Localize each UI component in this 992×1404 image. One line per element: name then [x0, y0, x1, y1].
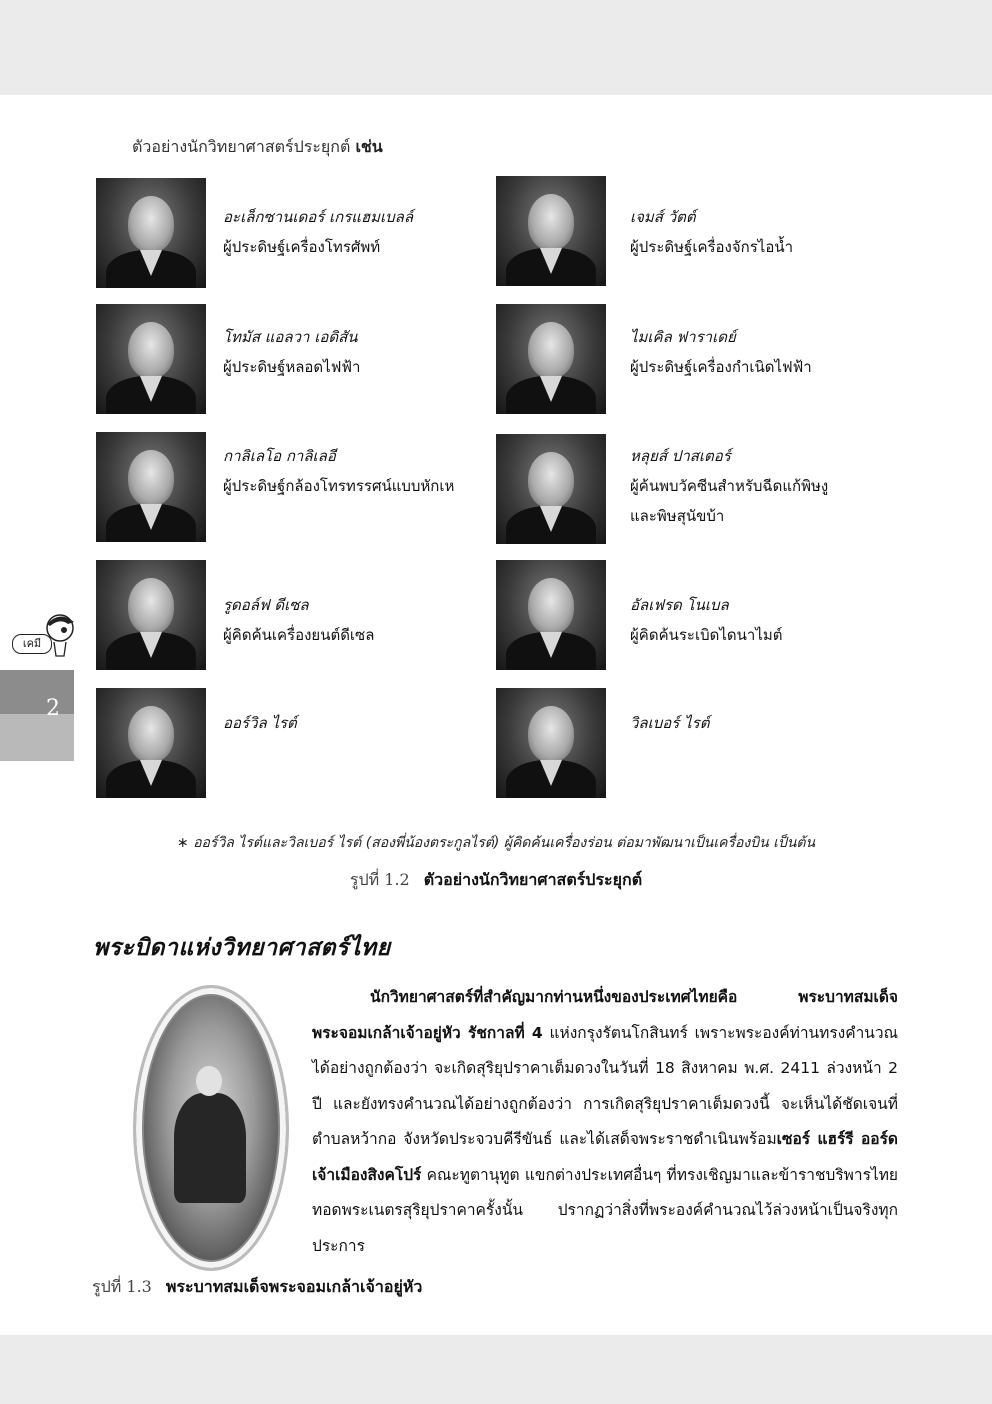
- subject-badge: เคมี: [12, 634, 52, 654]
- portrait-edison: [96, 304, 206, 414]
- figure-1-3-caption: รูปที่ 1.3 พระบาทสมเด็จพระจอมเกล้าเจ้าอยู่หัว: [92, 1277, 423, 1296]
- portrait-orville-wright: [96, 688, 206, 798]
- rama4-paragraph: นักวิทยาศาสตร์ที่สำคัญมากท่านหนึ่งของประเทศไทยคือ พระบาทสมเด็จพระจอมเกล้าเจ้าอยู่หัว รัชกาลที่ 4 แห่งกรุงรัตนโกสินทร์ เพราะพระองค์ท่านทรงคำนวณได้อย่างถูกต้องว่า จะเกิดสุริยุปราคาเต็มดวงในวันที่ 18 สิงหาคม พ.ศ. 2411 ล่วงหน้า 2 ปี และยังทรงคำนวณได้อย่างถูกต้องว่า การเกิดสุริยุปราคาเต็มดวงนี้ จะเห็นได้ชัดเจนที่ตำบลหว้ากอ จังหวัดประจวบคีรีขันธ์ และได้เสด็จพระราชดำเนินพร้อมเซอร์ แฮร์รี ออร์ด เจ้าเมืองสิงคโปร์ คณะทูตานุทูต แขกต่างประเทศอื่นๆ ที่ทรงเชิญมาและข้าราชบริพารไทยทอดพระเนตรสุริยุปราคาครั้งนั้น ปรากฏว่าสิ่งที่พระองค์คำนวณไว้ล่วงหน้าเป็นจริงทุกประการ: [312, 988, 898, 1255]
- portrait-diesel: [96, 560, 206, 670]
- portrait-nobel: [496, 560, 606, 670]
- caption-wilbur-wright: วิลเบอร์ ไรต์: [630, 714, 710, 732]
- portrait-faraday: [496, 304, 606, 414]
- portrait-galileo: [96, 432, 206, 542]
- caption-faraday: ไมเคิล ฟาราเดย์ ผู้ประดิษฐ์เครื่องกำเนิดไฟฟ้า: [630, 328, 812, 376]
- portrait-pasteur: [496, 434, 606, 544]
- section-heading: พระบิดาแห่งวิทยาศาสตร์ไทย: [93, 935, 391, 961]
- intro-line: ตัวอย่างนักวิทยาศาสตร์ประยุกต์ เช่น: [132, 137, 383, 156]
- caption-graham-bell: อะเล็กซานเดอร์ เกรแฮมเบลล์ ผู้ประดิษฐ์เครื่องโทรศัพท์: [223, 208, 414, 256]
- portrait-graham-bell: [96, 178, 206, 288]
- page-number: 2: [46, 696, 60, 721]
- caption-pasteur: หลุยส์ ปาสเตอร์ ผู้ค้นพบวัคซีนสำหรับฉีดแก้พิษงู และพิษสุนัขบ้า: [630, 447, 829, 525]
- caption-nobel: อัลเฟรด โนเบล ผู้คิดค้นระเบิดไดนาไมต์: [630, 596, 783, 644]
- wright-brothers-footnote: ∗ ออร์วิล ไรต์และวิลเบอร์ ไรต์ (สองพี่น้องตระกูลไรต์) ผู้คิดค้นเครื่องร่อน ต่อมาพัฒนาเป็นเครื่องบิน เป็นต้น: [176, 835, 816, 851]
- caption-orville-wright: ออร์วิล ไรต์: [223, 714, 297, 732]
- caption-james-watt: เจมส์ วัตต์ ผู้ประดิษฐ์เครื่องจักรไอน้ำ: [630, 208, 794, 256]
- caption-diesel: รูดอล์ฟ ดีเซล ผู้คิดค้นเครื่องยนต์ดีเซล: [223, 596, 375, 644]
- portrait-james-watt: [496, 176, 606, 286]
- caption-edison: โทมัส แอลวา เอดิสัน ผู้ประดิษฐ์หลอดไฟฟ้า: [223, 328, 361, 376]
- king-rama4-portrait: [133, 985, 289, 1271]
- page-tab-bottom: [0, 714, 74, 761]
- portrait-wilbur-wright: [496, 688, 606, 798]
- figure-1-2-caption: รูปที่ 1.2 ตัวอย่างนักวิทยาศาสตร์ประยุกต์: [349, 870, 643, 889]
- caption-galileo: กาลิเลโอ กาลิเลอี ผู้ประดิษฐ์กล้องโทรทรรศน์แบบหักเห: [223, 447, 455, 495]
